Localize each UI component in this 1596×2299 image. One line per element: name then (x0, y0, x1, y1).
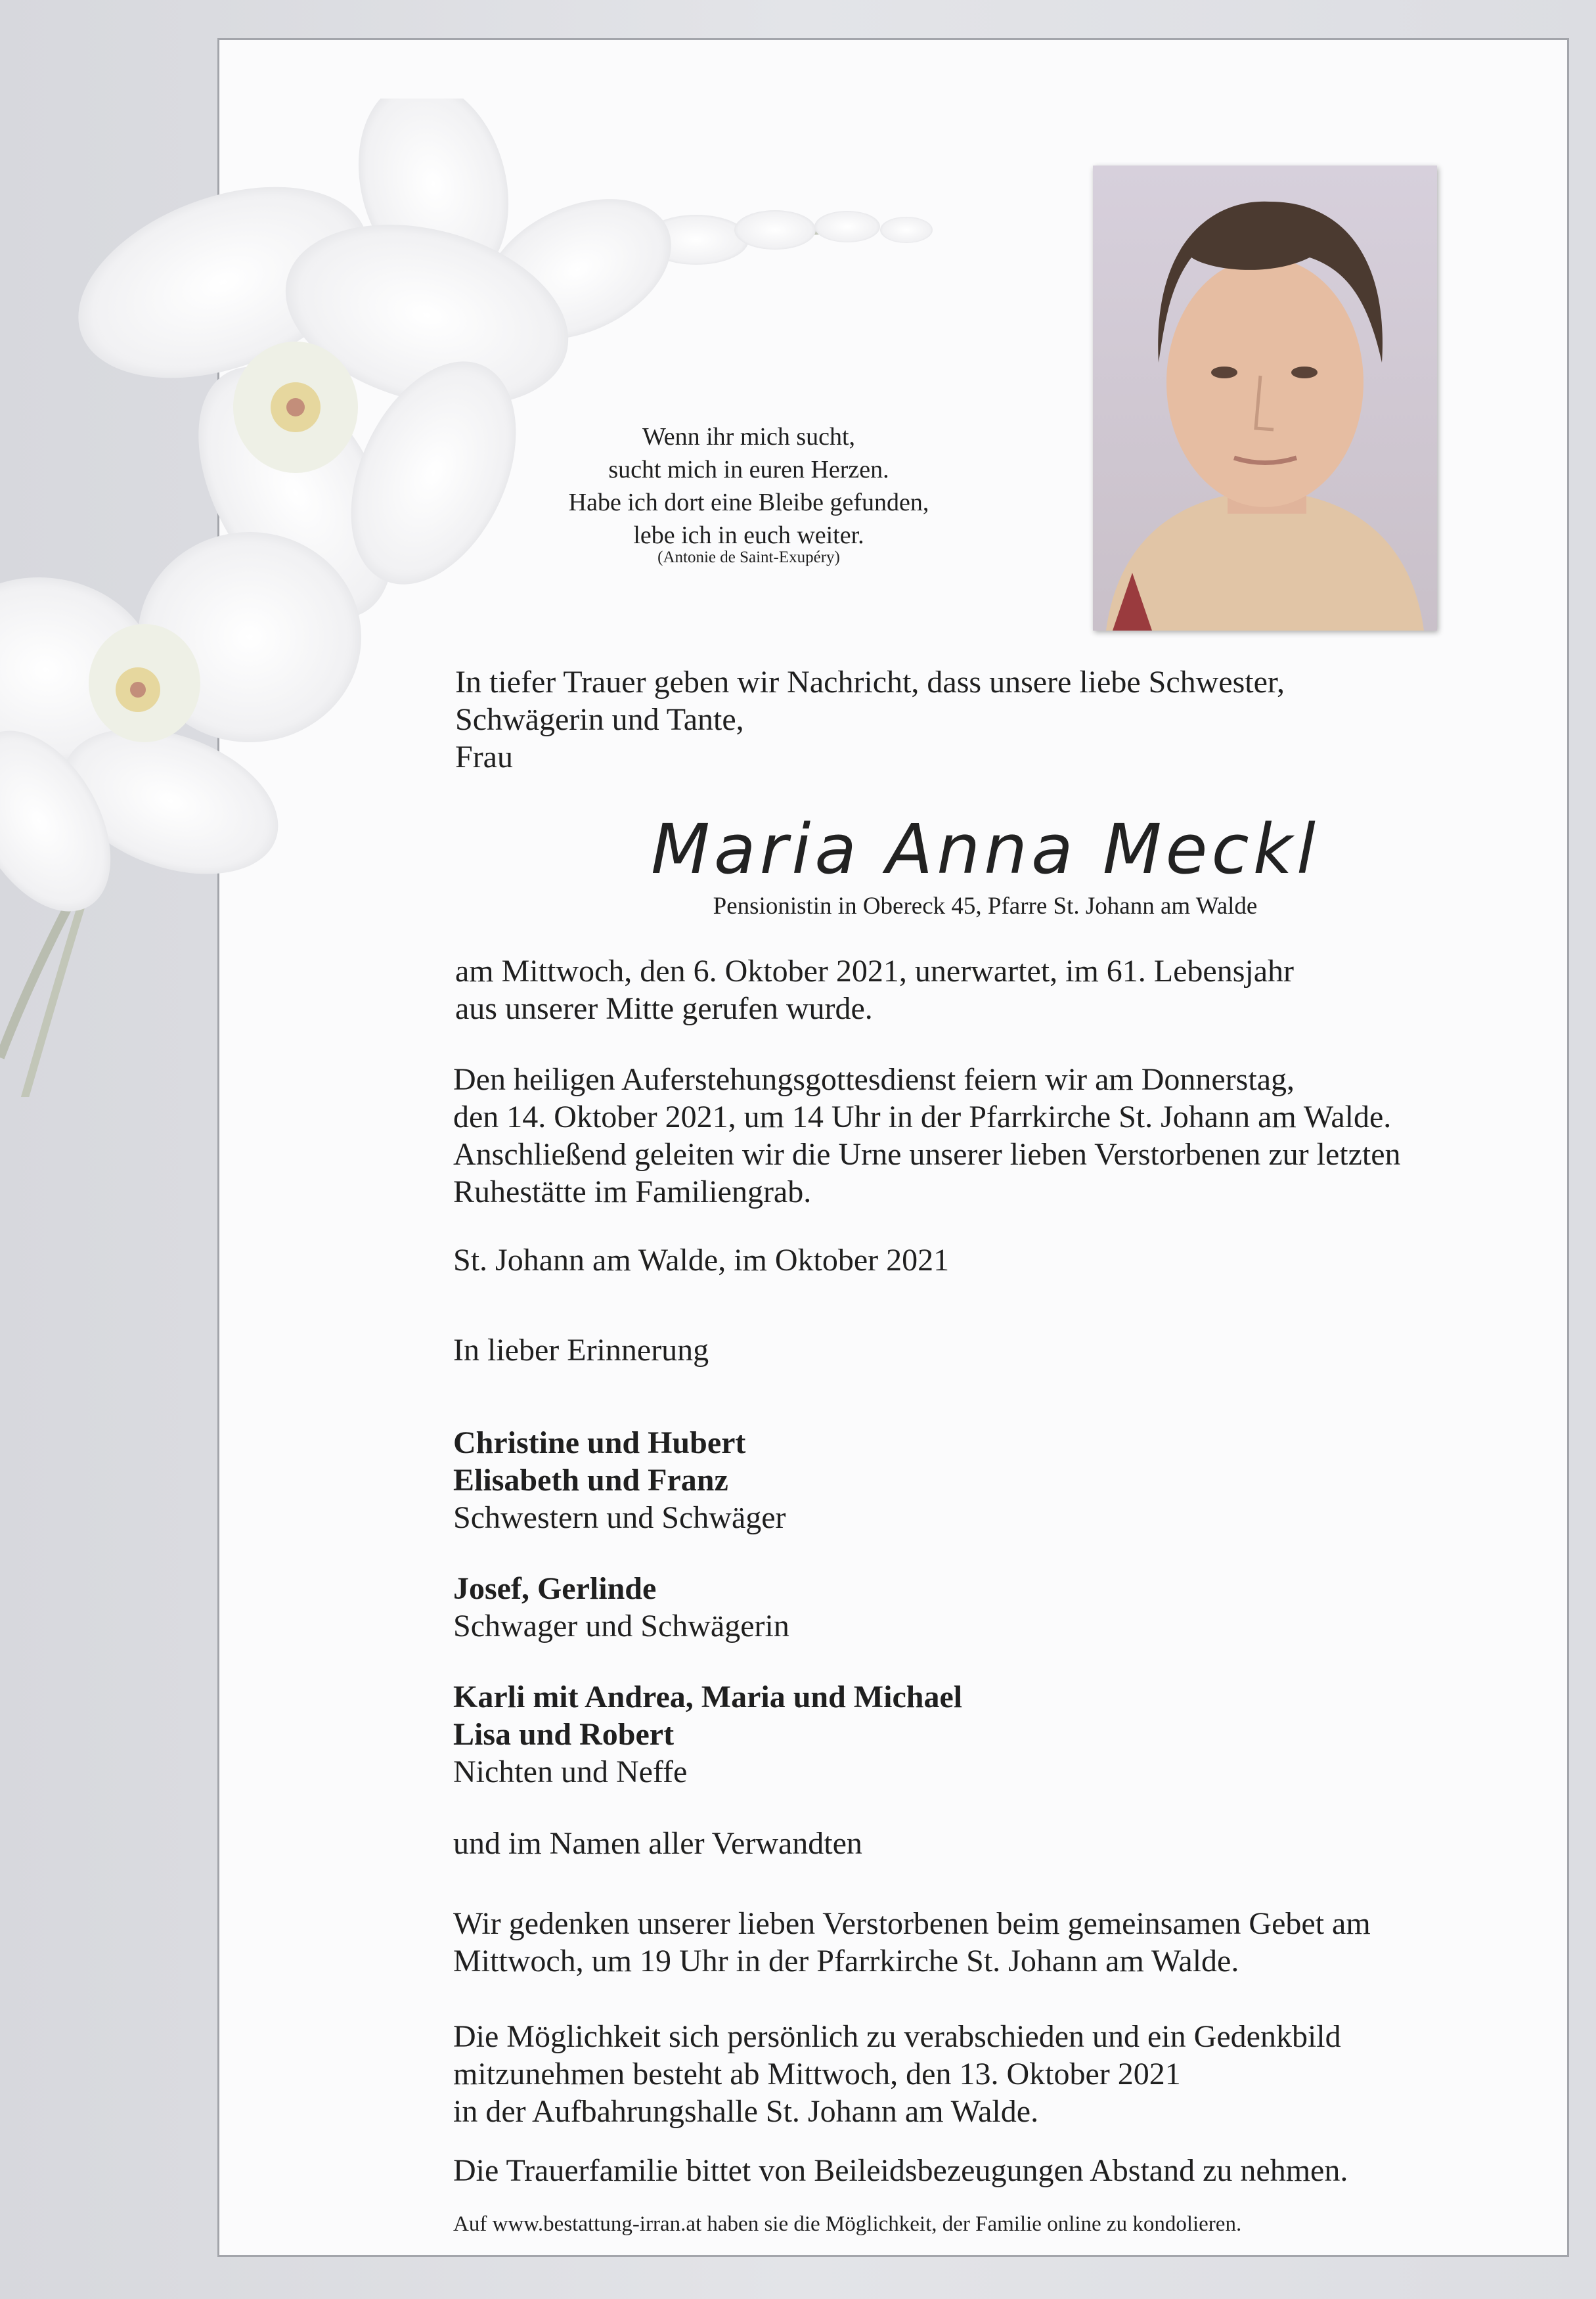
mourner-group (453, 1424, 786, 1536)
farewell-line: mitzunehmen besteht ab Mittwoch, den 13. Oktober 2021 (453, 2057, 1181, 2091)
orchid-illustration (0, 99, 998, 1097)
service-paragraph (453, 1061, 1401, 1211)
mourner-group (453, 1570, 789, 1645)
service-line: Ruhestätte im Familiengrab. (453, 1174, 812, 1209)
relatives-line: und im Namen aller Verwandten (453, 1826, 862, 1861)
farewell-line: in der Aufbahrungshalle St. Johann am Walde. (453, 2094, 1039, 2129)
place-date: St. Johann am Walde, im Oktober 2021 (453, 1243, 950, 1278)
death-line: am Mittwoch, den 6. Oktober 2021, unerwartet, im 61. Lebensjahr (455, 954, 1295, 989)
intro-line: Schwägerin und Tante, (455, 702, 744, 737)
portrait-photo (1093, 166, 1437, 631)
death-line: aus unserer Mitte gerufen wurde. (455, 991, 873, 1026)
prayer-line: Mittwoch, um 19 Uhr in der Pfarrkirche St. Johann am Walde. (453, 1944, 1239, 1978)
mourner-group (453, 1678, 962, 1791)
condolence-footer: Auf www.bestattung-irran.at haben sie die Möglichkeit, der Familie online zu kondolieren. (453, 2212, 1242, 2236)
quote (539, 420, 959, 552)
memory-line: In lieber Erinnerung (453, 1333, 709, 1368)
deceased-name: Maria Anna Meckl (651, 809, 1319, 889)
farewell-line: Die Möglichkeit sich persönlich zu verabschieden und ein Gedenkbild (453, 2019, 1341, 2054)
service-line: Den heiligen Auferstehungsgottesdienst feiern wir am Donnerstag, (453, 1062, 1295, 1097)
mourner-relation: Schwager und Schwägerin (453, 1609, 789, 1643)
death-paragraph (455, 952, 1294, 1027)
service-line: den 14. Oktober 2021, um 14 Uhr in der Pfarrkirche St. Johann am Walde. (453, 1100, 1392, 1134)
mourner-names: Karli mit Andrea, Maria und Michael (453, 1680, 963, 1714)
quote-line: lebe ich in euch weiter. (633, 522, 864, 549)
request-line: Die Trauerfamilie bittet von Beileidsbezeugungen Abstand zu nehmen. (453, 2153, 1348, 2188)
mourner-relation: Schwestern und Schwäger (453, 1500, 786, 1535)
mourner-names: Lisa und Robert (453, 1717, 675, 1752)
mourner-names: Josef, Gerlinde (453, 1571, 657, 1606)
service-line: Anschließend geleiten wir die Urne unserer lieben Verstorbenen zur letzten (453, 1137, 1401, 1172)
quote-line: Wenn ihr mich sucht, (642, 423, 856, 451)
intro-paragraph (455, 663, 1285, 776)
prayer-paragraph (453, 1905, 1371, 1980)
mourner-names: Christine und Hubert (453, 1425, 746, 1460)
mourner-relation: Nichten und Neffe (453, 1754, 688, 1789)
farewell-paragraph (453, 2018, 1341, 2130)
deceased-subline: Pensionistin in Obereck 45, Pfarre St. Johann am Walde (713, 893, 1258, 920)
intro-line: Frau (455, 740, 513, 774)
quote-line: sucht mich in euren Herzen. (608, 456, 889, 483)
quote-author: (Antonie de Saint-Exupéry) (657, 548, 840, 566)
intro-line: In tiefer Trauer geben wir Nachricht, dass unsere liebe Schwester, (455, 665, 1285, 700)
quote-line: Habe ich dort eine Bleibe gefunden, (568, 489, 929, 516)
mourner-names: Elisabeth und Franz (453, 1463, 728, 1498)
prayer-line: Wir gedenken unserer lieben Verstorbenen beim gemeinsamen Gebet am (453, 1906, 1371, 1941)
